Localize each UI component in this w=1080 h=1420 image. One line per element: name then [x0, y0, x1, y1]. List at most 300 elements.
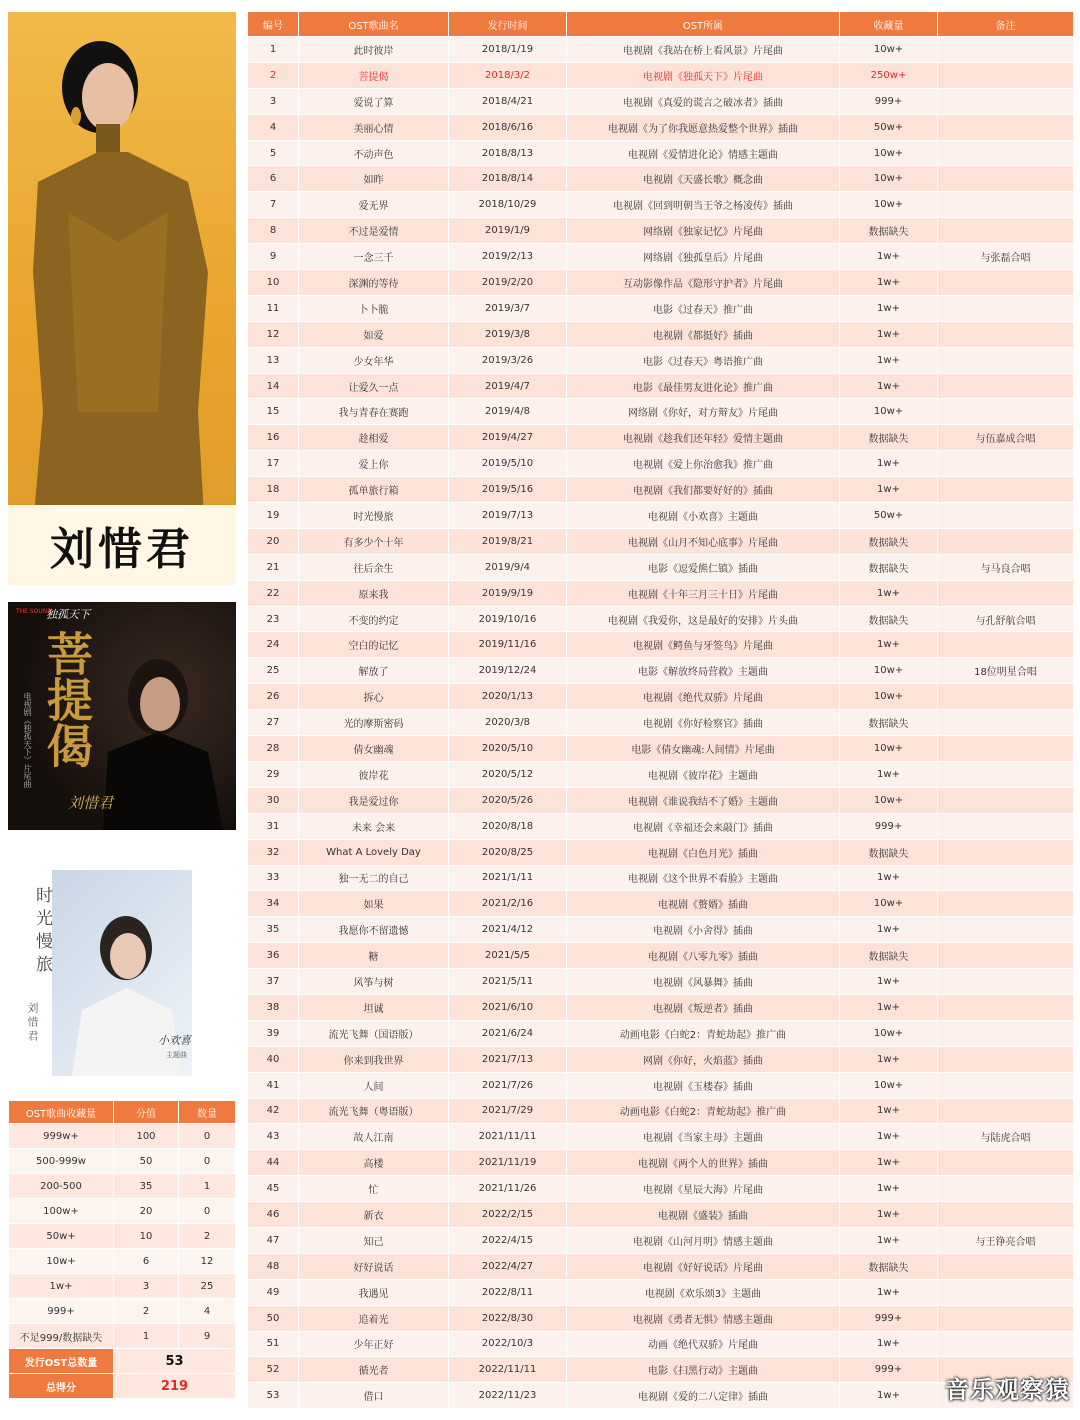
table-row	[248, 218, 1074, 244]
summary-cell: 2	[114, 1299, 179, 1324]
cell-favorites: 1w+	[840, 917, 938, 943]
poster2-logo: THE SOUND	[16, 608, 52, 615]
cell-id: 18	[248, 477, 299, 503]
cell-favorites: 999+	[840, 1357, 938, 1383]
cell-song: 好好说话	[299, 1253, 449, 1279]
summary-cell: 20	[114, 1199, 179, 1224]
cell-favorites: 10w+	[840, 658, 938, 684]
table-row	[248, 813, 1074, 839]
cell-source: 电视剧《勇者无惧》情感主题曲	[567, 1305, 840, 1331]
table-row	[248, 684, 1074, 710]
cell-id: 14	[248, 373, 299, 399]
table-row	[248, 62, 1074, 88]
cell-favorites: 1w+	[840, 1098, 938, 1124]
table-row	[248, 425, 1074, 451]
cell-source: 电视剧《回到明朝当王爷之杨凌传》插曲	[567, 192, 840, 218]
cell-favorites: 10w+	[840, 891, 938, 917]
cell-id: 30	[248, 787, 299, 813]
cell-date: 2021/4/12	[449, 917, 567, 943]
cell-notes	[938, 37, 1074, 63]
cell-notes	[938, 1279, 1074, 1305]
cell-id: 26	[248, 684, 299, 710]
cell-favorites: 数据缺失	[840, 218, 938, 244]
table-row	[248, 477, 1074, 503]
poster3-corner-sub: 主题曲	[166, 1051, 187, 1059]
cell-song: 我遇见	[299, 1279, 449, 1305]
cell-source: 电视剧《盛装》插曲	[567, 1202, 840, 1228]
cell-id: 24	[248, 632, 299, 658]
summary-cell: 2	[179, 1224, 236, 1249]
cell-source: 网剧《你好，火焰蓝》插曲	[567, 1046, 840, 1072]
cell-source: 电视剧《我爱你，这是最好的安排》片头曲	[567, 606, 840, 632]
cell-favorites: 1w+	[840, 1279, 938, 1305]
cell-id: 5	[248, 140, 299, 166]
cell-favorites: 10w+	[840, 1072, 938, 1098]
cell-favorites: 1w+	[840, 1046, 938, 1072]
cell-song: 我是爱过你	[299, 787, 449, 813]
cell-notes	[938, 1305, 1074, 1331]
cell-source: 电影《最佳男友进化论》推广曲	[567, 373, 840, 399]
cell-id: 11	[248, 295, 299, 321]
table-row	[248, 658, 1074, 684]
cell-source: 电视剧《山月不知心底事》片尾曲	[567, 528, 840, 554]
cell-notes	[938, 1046, 1074, 1072]
cell-date: 2019/4/8	[449, 399, 567, 425]
cell-date: 2022/4/27	[449, 1253, 567, 1279]
summary-row	[9, 1199, 236, 1224]
col-header-notes: 备注	[938, 12, 1074, 37]
cell-date: 2019/9/19	[449, 580, 567, 606]
summary-header: OST歌曲收藏量	[9, 1101, 114, 1124]
cell-source: 网络剧《独孤皇后》片尾曲	[567, 244, 840, 270]
cell-favorites: 数据缺失	[840, 425, 938, 451]
cell-source: 电视剧《十年三月三十日》片尾曲	[567, 580, 840, 606]
table-row	[248, 787, 1074, 813]
watermark: 音乐观察猿	[945, 1376, 1070, 1404]
cell-notes: 与陆虎合唱	[938, 1124, 1074, 1150]
cell-date: 2019/5/16	[449, 477, 567, 503]
cell-date: 2021/5/11	[449, 969, 567, 995]
cell-notes	[938, 1020, 1074, 1046]
table-row	[248, 451, 1074, 477]
table-row	[248, 347, 1074, 373]
table-row	[248, 1098, 1074, 1124]
cell-song: 风筝与树	[299, 969, 449, 995]
cell-favorites: 数据缺失	[840, 943, 938, 969]
summary-total-label: 总得分	[9, 1374, 114, 1399]
summary-cell: 不足999/数据缺失	[9, 1324, 114, 1349]
cell-source: 电视剧《小舍得》插曲	[567, 917, 840, 943]
cell-notes: 与王铮亮合唱	[938, 1227, 1074, 1253]
table-row	[248, 1046, 1074, 1072]
cell-date: 2018/3/2	[449, 62, 567, 88]
cell-id: 49	[248, 1279, 299, 1305]
cell-id: 39	[248, 1020, 299, 1046]
summary-row	[9, 1124, 236, 1149]
table-row	[248, 244, 1074, 270]
cell-source: 电视剧《玉楼春》插曲	[567, 1072, 840, 1098]
summary-cell: 0	[179, 1124, 236, 1149]
cell-favorites: 1w+	[840, 321, 938, 347]
cell-id: 10	[248, 270, 299, 296]
cell-notes	[938, 865, 1074, 891]
poster2-brand: 独孤天下	[46, 608, 90, 621]
cell-id: 42	[248, 1098, 299, 1124]
cell-notes	[938, 477, 1074, 503]
cell-id: 37	[248, 969, 299, 995]
cell-song: 爱上你	[299, 451, 449, 477]
cell-notes	[938, 140, 1074, 166]
cell-id: 41	[248, 1072, 299, 1098]
cell-favorites: 数据缺失	[840, 839, 938, 865]
cell-source: 网络剧《你好，对方辩友》片尾曲	[567, 399, 840, 425]
cell-id: 13	[248, 347, 299, 373]
table-row	[248, 373, 1074, 399]
cell-notes: 与张磊合唱	[938, 244, 1074, 270]
cell-song: 不动声色	[299, 140, 449, 166]
cell-favorites: 数据缺失	[840, 528, 938, 554]
cell-notes	[938, 218, 1074, 244]
cell-date: 2018/10/29	[449, 192, 567, 218]
table-row	[248, 1279, 1074, 1305]
cell-notes	[938, 62, 1074, 88]
cell-notes	[938, 1253, 1074, 1279]
cell-id: 47	[248, 1227, 299, 1253]
table-row	[248, 994, 1074, 1020]
cell-source: 电视剧《绝代双骄》片尾曲	[567, 684, 840, 710]
cell-date: 2022/11/11	[449, 1357, 567, 1383]
cell-song: 深渊的等待	[299, 270, 449, 296]
cell-date: 2021/5/5	[449, 943, 567, 969]
cell-song: 不过是爱情	[299, 218, 449, 244]
cell-date: 2020/1/13	[449, 684, 567, 710]
table-row	[248, 1331, 1074, 1357]
poster3-corner-title: 小欢喜	[158, 1034, 191, 1047]
cell-song: 如昨	[299, 166, 449, 192]
summary-cell: 100	[114, 1124, 179, 1149]
cell-source: 电视剧《独孤天下》片尾曲	[567, 62, 840, 88]
cell-date: 2019/3/26	[449, 347, 567, 373]
table-row	[248, 917, 1074, 943]
table-row	[248, 1176, 1074, 1202]
cell-song: 有多少个十年	[299, 528, 449, 554]
summary-total-label: 发行OST总数量	[9, 1349, 114, 1374]
cell-date: 2019/1/9	[449, 218, 567, 244]
cell-date: 2022/8/11	[449, 1279, 567, 1305]
cell-favorites: 1w+	[840, 1124, 938, 1150]
summary-cell: 10	[114, 1224, 179, 1249]
cell-date: 2019/4/27	[449, 425, 567, 451]
table-row	[248, 295, 1074, 321]
cell-favorites: 数据缺失	[840, 606, 938, 632]
cell-id: 21	[248, 554, 299, 580]
cell-source: 电视剧《八零九零》插曲	[567, 943, 840, 969]
cell-id: 19	[248, 503, 299, 529]
cell-date: 2019/12/24	[449, 658, 567, 684]
cell-notes	[938, 295, 1074, 321]
cell-favorites: 1w+	[840, 477, 938, 503]
table-row	[248, 1072, 1074, 1098]
cell-song: 拆心	[299, 684, 449, 710]
summary-cell: 1	[114, 1324, 179, 1349]
cell-source: 电影《倩女幽魂:人间情》片尾曲	[567, 736, 840, 762]
cell-id: 7	[248, 192, 299, 218]
cell-notes	[938, 1098, 1074, 1124]
cell-song: 往后余生	[299, 554, 449, 580]
cell-song: 彼岸花	[299, 761, 449, 787]
cell-date: 2022/11/23	[449, 1383, 567, 1409]
cell-song: What A Lovely Day	[299, 839, 449, 865]
table-row	[248, 969, 1074, 995]
cell-favorites: 1w+	[840, 295, 938, 321]
cell-favorites: 数据缺失	[840, 710, 938, 736]
cell-date: 2019/2/13	[449, 244, 567, 270]
summary-cell: 4	[179, 1299, 236, 1324]
cell-notes	[938, 451, 1074, 477]
cell-date: 2020/8/25	[449, 839, 567, 865]
cell-id: 40	[248, 1046, 299, 1072]
cell-song: 解放了	[299, 658, 449, 684]
table-row	[248, 554, 1074, 580]
summary-header: 分值	[114, 1101, 179, 1124]
cell-id: 38	[248, 994, 299, 1020]
cell-notes	[938, 684, 1074, 710]
cell-source: 电视剧《天盛长歌》概念曲	[567, 166, 840, 192]
cell-date: 2022/8/30	[449, 1305, 567, 1331]
cell-notes	[938, 917, 1074, 943]
cell-source: 电视剧《叛逆者》插曲	[567, 994, 840, 1020]
cell-notes	[938, 1176, 1074, 1202]
col-header-favorites: 收藏量	[840, 12, 938, 37]
cell-song: 爱说了算	[299, 88, 449, 114]
cell-song: 少女年华	[299, 347, 449, 373]
table-row	[248, 528, 1074, 554]
cell-notes	[938, 1331, 1074, 1357]
cell-song: 故人江南	[299, 1124, 449, 1150]
cell-notes: 与孔舒航合唱	[938, 606, 1074, 632]
cell-source: 电视剧《风暴舞》插曲	[567, 969, 840, 995]
table-row	[248, 865, 1074, 891]
table-row	[248, 761, 1074, 787]
cell-favorites: 1w+	[840, 865, 938, 891]
cell-date: 2022/4/15	[449, 1227, 567, 1253]
summary-total-value: 219	[114, 1374, 236, 1399]
cell-source: 电视剧《小欢喜》主题曲	[567, 503, 840, 529]
cell-id: 46	[248, 1202, 299, 1228]
cell-notes	[938, 736, 1074, 762]
cell-favorites: 10w+	[840, 399, 938, 425]
cell-source: 电视剧《谁说我结不了婚》主题曲	[567, 787, 840, 813]
poster3-title: 时光慢旅	[32, 886, 52, 978]
poster3-artist: 刘惜君	[26, 1002, 39, 1044]
cell-id: 25	[248, 658, 299, 684]
table-row	[248, 1227, 1074, 1253]
cell-song: 少年正好	[299, 1331, 449, 1357]
cell-source: 动画《绝代双骄》片尾曲	[567, 1331, 840, 1357]
summary-cell: 3	[114, 1274, 179, 1299]
cell-date: 2019/4/7	[449, 373, 567, 399]
cell-source: 电视剧《好好说话》片尾曲	[567, 1253, 840, 1279]
cell-favorites: 10w+	[840, 787, 938, 813]
cell-source: 电视剧《白色月光》插曲	[567, 839, 840, 865]
cell-source: 动画电影《白蛇2：青蛇劫起》推广曲	[567, 1098, 840, 1124]
ost-song-table	[247, 11, 1074, 1409]
cell-source: 电影《过春天》推广曲	[567, 295, 840, 321]
cell-notes	[938, 580, 1074, 606]
table-row	[248, 88, 1074, 114]
summary-cell: 999w+	[9, 1124, 114, 1149]
cell-notes	[938, 1072, 1074, 1098]
cell-date: 2021/11/19	[449, 1150, 567, 1176]
cell-date: 2020/5/12	[449, 761, 567, 787]
table-row	[248, 1305, 1074, 1331]
cell-id: 50	[248, 1305, 299, 1331]
cell-favorites: 10w+	[840, 37, 938, 63]
cell-date: 2021/7/29	[449, 1098, 567, 1124]
cell-source: 电视剧《都挺好》插曲	[567, 321, 840, 347]
table-row	[248, 166, 1074, 192]
cell-notes	[938, 192, 1074, 218]
table-row	[248, 192, 1074, 218]
poster2-title: 菩提偈	[40, 630, 94, 768]
cell-id: 29	[248, 761, 299, 787]
cell-favorites: 1w+	[840, 969, 938, 995]
cell-id: 28	[248, 736, 299, 762]
summary-row	[9, 1149, 236, 1174]
cell-id: 8	[248, 218, 299, 244]
table-row	[248, 37, 1074, 63]
cell-id: 1	[248, 37, 299, 63]
cell-date: 2022/2/15	[449, 1202, 567, 1228]
cell-notes	[938, 969, 1074, 995]
cell-song: 未来 会来	[299, 813, 449, 839]
cell-favorites: 数据缺失	[840, 554, 938, 580]
artist-name: 刘惜君	[50, 524, 194, 575]
portrait-figure	[8, 12, 236, 585]
cell-notes	[938, 632, 1074, 658]
summary-cell: 50	[114, 1149, 179, 1174]
cell-favorites: 1w+	[840, 1150, 938, 1176]
cell-song: 高楼	[299, 1150, 449, 1176]
cell-id: 44	[248, 1150, 299, 1176]
summary-cell: 1w+	[9, 1274, 114, 1299]
cell-date: 2019/9/4	[449, 554, 567, 580]
cell-id: 51	[248, 1331, 299, 1357]
summary-total-row	[9, 1374, 236, 1399]
cell-source: 电视剧《星辰大海》片尾曲	[567, 1176, 840, 1202]
summary-cell: 25	[179, 1274, 236, 1299]
col-header-song: OST歌曲名	[299, 12, 449, 37]
cell-id: 4	[248, 114, 299, 140]
cell-song: 我愿你不留遗憾	[299, 917, 449, 943]
cell-favorites: 999+	[840, 813, 938, 839]
cell-song: 如果	[299, 891, 449, 917]
cell-date: 2019/10/16	[449, 606, 567, 632]
cell-song: 新衣	[299, 1202, 449, 1228]
cell-date: 2019/5/10	[449, 451, 567, 477]
cell-song: 卜卜脆	[299, 295, 449, 321]
cell-favorites: 1w+	[840, 632, 938, 658]
cell-source: 电视剧《为了你我愿意热爱整个世界》插曲	[567, 114, 840, 140]
cell-source: 电视剧《鳄鱼与牙签鸟》片尾曲	[567, 632, 840, 658]
cell-date: 2020/5/26	[449, 787, 567, 813]
summary-cell: 200-500	[9, 1174, 114, 1199]
cell-source: 电视剧《我站在桥上看风景》片尾曲	[567, 37, 840, 63]
cell-favorites: 1w+	[840, 580, 938, 606]
cell-id: 12	[248, 321, 299, 347]
table-row	[248, 1124, 1074, 1150]
cell-notes	[938, 373, 1074, 399]
cell-song: 流光飞舞（粤语版）	[299, 1098, 449, 1124]
cell-id: 16	[248, 425, 299, 451]
cell-song: 时光慢旅	[299, 503, 449, 529]
cell-song: 倩女幽魂	[299, 736, 449, 762]
cell-notes	[938, 1150, 1074, 1176]
summary-cell: 500-999w	[9, 1149, 114, 1174]
summary-cell: 6	[114, 1249, 179, 1274]
cell-date: 2020/8/18	[449, 813, 567, 839]
cell-date: 2021/2/16	[449, 891, 567, 917]
table-row	[248, 943, 1074, 969]
table-row	[248, 1202, 1074, 1228]
cell-favorites: 1w+	[840, 1202, 938, 1228]
cell-notes	[938, 994, 1074, 1020]
summary-cell: 10w+	[9, 1249, 114, 1274]
cell-source: 电视剧《山河月明》情感主题曲	[567, 1227, 840, 1253]
cell-favorites: 1w+	[840, 1227, 938, 1253]
cell-song: 空白的记忆	[299, 632, 449, 658]
cell-id: 6	[248, 166, 299, 192]
cell-id: 43	[248, 1124, 299, 1150]
cell-id: 32	[248, 839, 299, 865]
cell-notes	[938, 399, 1074, 425]
cell-song: 独一无二的自己	[299, 865, 449, 891]
cell-date: 2019/3/7	[449, 295, 567, 321]
cell-song: 一念三千	[299, 244, 449, 270]
cell-song: 循光者	[299, 1357, 449, 1383]
cell-source: 电视剧《欢乐颂3》主题曲	[567, 1279, 840, 1305]
summary-cell: 999+	[9, 1299, 114, 1324]
cell-id: 17	[248, 451, 299, 477]
cell-date: 2021/11/11	[449, 1124, 567, 1150]
cell-song: 糖	[299, 943, 449, 969]
cell-id: 15	[248, 399, 299, 425]
cell-date: 2018/8/13	[449, 140, 567, 166]
cell-date: 2021/6/24	[449, 1020, 567, 1046]
cell-notes	[938, 813, 1074, 839]
cell-id: 27	[248, 710, 299, 736]
summary-cell: 12	[179, 1249, 236, 1274]
cell-id: 33	[248, 865, 299, 891]
cell-favorites: 250w+	[840, 62, 938, 88]
cell-source: 电影《解放终局营救》主题曲	[567, 658, 840, 684]
cell-notes: 18位明星合唱	[938, 658, 1074, 684]
table-row	[248, 1020, 1074, 1046]
cell-source: 电视剧《两个人的世界》插曲	[567, 1150, 840, 1176]
cell-notes	[938, 761, 1074, 787]
cell-favorites: 1w+	[840, 270, 938, 296]
table-row	[248, 839, 1074, 865]
cell-song: 让爱久一点	[299, 373, 449, 399]
table-row	[248, 891, 1074, 917]
cell-notes	[938, 270, 1074, 296]
cell-favorites: 10w+	[840, 166, 938, 192]
cell-source: 电视剧《这个世界不看脸》主题曲	[567, 865, 840, 891]
cell-song: 借口	[299, 1383, 449, 1409]
summary-row	[9, 1224, 236, 1249]
table-row	[248, 580, 1074, 606]
col-header-id: 编号	[248, 12, 299, 37]
